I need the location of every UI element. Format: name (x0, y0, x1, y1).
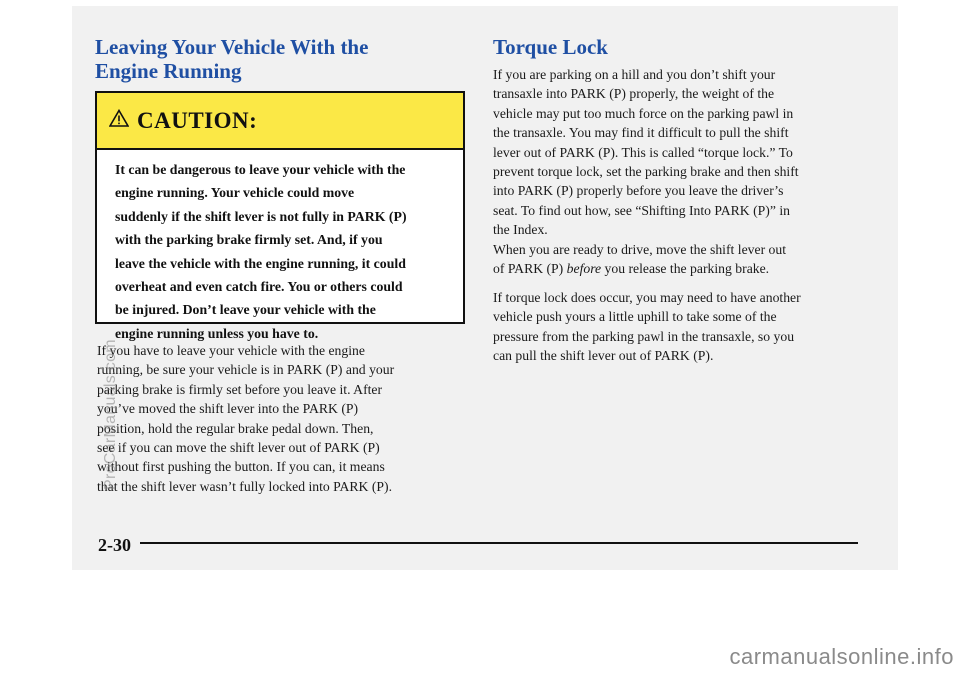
caution-title: CAUTION: (137, 107, 258, 133)
paragraph-line: transaxle into PARK (P) properly, the weight of the (493, 86, 775, 102)
paragraph-line: the Index. (493, 222, 548, 238)
paragraph-line: position, hold the regular brake pedal down. Then, (97, 420, 374, 436)
caution-line: It can be dangerous to leave your vehicle with the (115, 162, 406, 177)
bottom-watermark: carmanualsonline.info (729, 644, 954, 669)
paragraph-line: you’ve moved the shift lever into the PARK (P) (97, 401, 359, 417)
paragraph-line: see if you can move the shift lever out of PARK (P) (97, 440, 380, 456)
paragraph-line: vehicle push yours a little uphill to take some of the (493, 309, 777, 325)
footer-rule (140, 542, 858, 544)
section-heading-leaving-vehicle (95, 35, 368, 83)
caution-line: suddenly if the shift lever is not fully in PARK (P) (115, 208, 407, 224)
caution-line: engine running unless you have to. (115, 325, 319, 341)
paragraph-line: vehicle may put too much force on the parking pawl in (493, 105, 794, 121)
caution-header (97, 93, 463, 150)
paragraph-line: the transaxle. You may find it difficult to pull the shift (493, 125, 789, 141)
section-heading-torque-lock: Torque Lock (493, 35, 608, 59)
side-watermark: ProCarManuals.com (102, 339, 119, 490)
caution-line: be injured. Don’t leave your vehicle with the (115, 302, 376, 318)
torque-lock-paragraph-2 (493, 240, 786, 279)
caution-line: overheat and even catch fire. You or others could (115, 279, 403, 295)
paragraph-line-start: of PARK (P) (493, 261, 567, 277)
paragraph-line: When you are ready to drive, move the shift lever out (493, 242, 787, 257)
paragraph-line: pressure from the parking pawl in the transaxle, so you (493, 328, 795, 344)
paragraph-line: that the shift lever wasn’t fully locked into PARK (P). (97, 478, 393, 494)
paragraph-line: If you are parking on a hill and you don’t shift your (493, 67, 776, 82)
paragraph-line: without first pushing the button. If you can, it means (97, 459, 385, 475)
caution-line: with the parking brake firmly set. And, if you (115, 232, 383, 248)
caution-line: leave the vehicle with the engine running, it could (115, 255, 406, 271)
warning-triangle-icon (109, 109, 129, 132)
paragraph-line-end: you release the parking brake. (601, 261, 770, 277)
paragraph-line: lever out of PARK (P). This is called “torque lock.” To (493, 144, 793, 160)
caution-text (97, 150, 463, 345)
paragraph-line: seat. To find out how, see “Shifting Into PARK (P)” in (493, 202, 790, 218)
paragraph-line: parking brake is firmly set before you leave it. After (97, 381, 383, 397)
paragraph-line: If torque lock does occur, you may need to have another (493, 290, 801, 305)
caution-line: engine running. Your vehicle could move (115, 185, 355, 201)
heading-line-2: Engine Running (95, 59, 242, 83)
heading-line-1: Leaving Your Vehicle With the (95, 35, 369, 59)
torque-lock-paragraph-3 (493, 288, 801, 366)
paragraph-line: running, be sure your vehicle is in PARK (P) and your (97, 362, 395, 378)
paragraph-line: If you have to leave your vehicle with the engine (97, 343, 365, 358)
page-number: 2-30 (98, 535, 131, 555)
paragraph-line: prevent torque lock, set the parking brake and then shift (493, 164, 799, 180)
paragraph-line: into PARK (P) properly before you leave the driver’s (493, 183, 784, 199)
torque-lock-paragraph-1 (493, 65, 799, 240)
emphasis-before: before (566, 261, 602, 277)
paragraph-line: can pull the shift lever out of PARK (P). (493, 348, 714, 364)
caution-box (95, 91, 465, 341)
leaving-vehicle-paragraph (97, 341, 394, 496)
